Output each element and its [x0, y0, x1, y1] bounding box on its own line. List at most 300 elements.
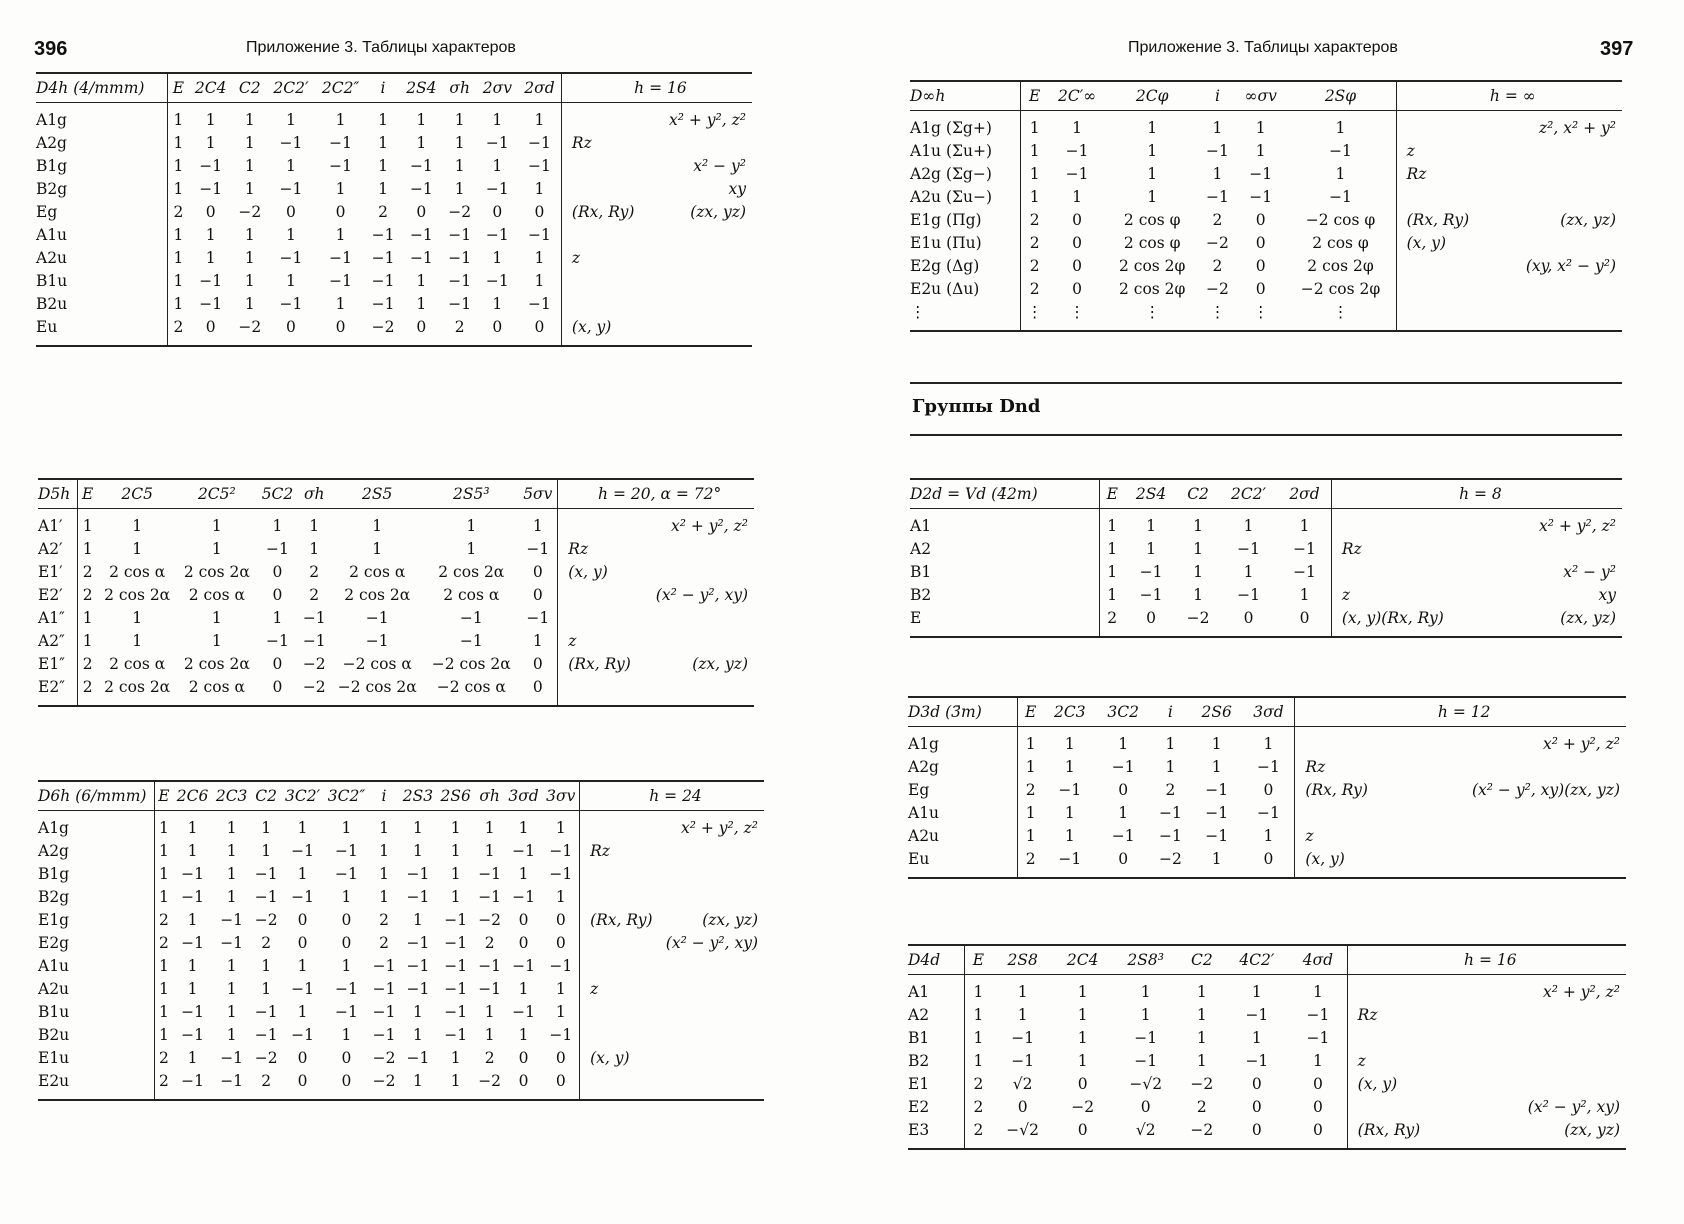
linear-function — [561, 155, 650, 178]
character-cell: 2 — [309, 563, 320, 581]
operation-header: 2σv — [477, 74, 518, 103]
quadratic-function — [1467, 1073, 1626, 1096]
character-cell: −1 — [406, 957, 430, 975]
character-cell: −1 — [372, 1026, 396, 1044]
operation-header: C2 — [251, 782, 281, 811]
table-d2d — [910, 478, 1622, 638]
character-cell: −1 — [478, 980, 502, 998]
header-row — [910, 82, 1622, 111]
linear-function — [561, 178, 650, 201]
character-cell: 2 cos α — [109, 655, 166, 673]
operation-header: 3C2 — [1097, 698, 1150, 727]
character-cell: −1 — [220, 1072, 244, 1090]
character-cell: −2 — [1158, 850, 1182, 868]
character-cell: 1 — [1263, 735, 1274, 753]
character-cell: 0 — [518, 934, 529, 952]
character-cell: −1 — [1111, 758, 1135, 776]
table-row — [38, 584, 754, 607]
character-cell: 0 — [1251, 1121, 1262, 1139]
character-cell: 1 — [309, 540, 320, 558]
operation-header: C2 — [233, 74, 267, 103]
table-row — [38, 509, 754, 539]
character-cell: 1 — [518, 980, 529, 998]
table-row — [908, 1119, 1626, 1148]
header-row — [908, 946, 1626, 975]
character-cell: 1 — [1064, 827, 1075, 845]
character-cell: 1 — [1243, 517, 1254, 535]
table-d6h — [38, 780, 764, 1101]
character-cell: −1 — [478, 865, 502, 883]
irrep-label: B2u — [36, 293, 168, 316]
character-cell: −1 — [291, 842, 314, 860]
irrep-label: A1u — [908, 802, 1018, 825]
operation-header: 3σd — [505, 782, 543, 811]
character-cell: −2 — [1186, 609, 1210, 627]
table-row — [38, 1070, 764, 1099]
character-cell: −1 — [266, 632, 289, 650]
character-cell: −2 cos φ — [1305, 211, 1376, 229]
character-cell: −1 — [409, 249, 433, 267]
character-cell: 1 — [261, 842, 272, 860]
irrep-label: E1g (Πg) — [910, 209, 1020, 232]
character-cell: 1 — [1255, 142, 1266, 160]
character-cell: 1 — [1107, 563, 1118, 581]
linear-function: z — [1295, 825, 1403, 848]
linear-function — [558, 676, 642, 705]
character-cell: 0 — [534, 203, 545, 221]
operation-header: E — [1018, 698, 1043, 727]
character-cell: 2 — [82, 563, 93, 581]
character-cell: 0 — [297, 911, 308, 929]
irrep-label: E2′ — [38, 584, 78, 607]
character-cell: −1 — [478, 957, 502, 975]
character-table — [908, 698, 1626, 877]
character-cell: 1 — [1077, 1006, 1088, 1024]
table-d4d — [908, 944, 1626, 1150]
character-cell: 2 — [973, 1098, 984, 1116]
quadratic-function: (x² − y², xy) — [655, 586, 748, 604]
character-cell: 1 — [492, 157, 503, 175]
table-row — [38, 811, 764, 841]
character-cell: −2 — [448, 203, 472, 221]
character-cell: ⋮ — [1252, 303, 1269, 321]
operation-header: 3σv — [542, 782, 579, 811]
character-cell: ⋮ — [1209, 303, 1226, 321]
character-cell: 1 — [159, 865, 169, 883]
quadratic-function — [659, 1024, 764, 1047]
linear-function: Rz — [1347, 1004, 1467, 1027]
quadratic-function — [1494, 301, 1622, 330]
character-cell: 0 — [492, 318, 503, 336]
linear-function: (x, y) — [561, 316, 650, 345]
table-row — [38, 1024, 764, 1047]
irrep-label: A1g — [908, 727, 1018, 757]
character-cell: −1 — [1249, 165, 1273, 183]
table-row — [38, 1001, 764, 1024]
character-cell: 1 — [379, 819, 389, 837]
operation-header: 2C3 — [1043, 698, 1096, 727]
table-row — [910, 278, 1622, 301]
character-cell: −1 — [329, 134, 352, 152]
character-cell: 1 — [173, 226, 184, 244]
character-cell: −1 — [371, 249, 395, 267]
table-row — [908, 1050, 1626, 1073]
character-cell: 0 — [205, 318, 216, 336]
character-cell: 1 — [555, 980, 566, 998]
quadratic-function — [1494, 186, 1622, 209]
operation-header: 2σd — [1278, 480, 1331, 509]
quadratic-function — [642, 676, 754, 705]
character-cell: −1 — [302, 609, 326, 627]
irrep-label: A2 — [910, 538, 1099, 561]
quadratic-function — [1403, 848, 1626, 877]
character-cell: 1 — [173, 180, 184, 198]
character-cell: 1 — [187, 1049, 198, 1067]
table-row — [910, 186, 1622, 209]
character-cell: 1 — [1193, 563, 1203, 581]
character-cell: 0 — [1312, 1098, 1323, 1116]
linear-function: Rz — [1331, 538, 1498, 561]
quadratic-function: (xy, x² − y²) — [1525, 257, 1616, 275]
character-cell: −1 — [1111, 827, 1135, 845]
table-row — [38, 886, 764, 909]
table-row — [910, 163, 1622, 186]
character-cell: 1 — [211, 632, 222, 650]
character-cell: −1 — [444, 957, 468, 975]
linear-function — [1396, 301, 1494, 330]
character-cell: 1 — [973, 983, 984, 1001]
character-cell: 1 — [159, 980, 169, 998]
operation-header: 4C2′ — [1225, 946, 1290, 975]
character-cell: −1 — [1134, 1029, 1158, 1047]
character-cell: 1 — [82, 609, 93, 627]
character-cell: 0 — [1017, 1098, 1028, 1116]
character-cell: 2 — [82, 678, 93, 696]
quadratic-function: x² + y², z² — [1542, 983, 1620, 1001]
character-cell: 1 — [226, 1003, 237, 1021]
character-cell: 1 — [244, 249, 255, 267]
character-cell: 2 — [1212, 257, 1223, 275]
character-cell: 1 — [341, 1026, 352, 1044]
character-cell: −1 — [1329, 142, 1352, 160]
irrep-label: B2g — [36, 178, 168, 201]
irrep-label: E2g — [38, 932, 154, 955]
group-symbol: D2d = Vd (4̄2m) — [910, 480, 1099, 509]
character-cell: 1 — [1251, 1029, 1262, 1047]
character-cell: 1 — [226, 819, 237, 837]
operation-header: 2Cφ — [1106, 82, 1199, 111]
character-cell: −2 — [1206, 280, 1229, 298]
character-cell: 1 — [1147, 142, 1158, 160]
character-cell: 1 — [1017, 1006, 1028, 1024]
character-cell: 0 — [518, 1072, 529, 1090]
irrep-label: A1 — [910, 509, 1099, 539]
character-cell: 2 cos 2α — [183, 655, 250, 673]
character-cell: 1 — [1211, 758, 1222, 776]
linear-function: z — [1347, 1050, 1467, 1073]
character-cell: −1 — [528, 134, 551, 152]
character-cell: 1 — [132, 609, 143, 627]
quadratic-function — [1403, 825, 1626, 848]
quadratic-function: (x² − y², xy)(zx, yz) — [1472, 781, 1620, 799]
character-cell: 1 — [454, 134, 465, 152]
character-cell: −1 — [266, 540, 289, 558]
irrep-label: E2g (Δg) — [910, 255, 1020, 278]
character-cell: 1 — [518, 1026, 529, 1044]
character-cell: 1 — [226, 957, 237, 975]
character-cell: 1 — [492, 295, 503, 313]
character-cell: 1 — [211, 609, 222, 627]
irrep-label: A1u (Σu+) — [910, 140, 1020, 163]
linear-function — [561, 270, 650, 293]
linear-function: z — [558, 630, 642, 653]
character-cell: 1 — [1147, 165, 1158, 183]
character-cell: 0 — [297, 1072, 308, 1090]
table-row — [908, 848, 1626, 877]
section-title: Группы Dnd — [912, 396, 1041, 417]
character-cell: 1 — [492, 111, 503, 129]
table-row — [38, 630, 754, 653]
character-cell: 1 — [173, 295, 184, 313]
linear-function: z — [561, 247, 650, 270]
character-cell: 0 — [518, 1049, 529, 1067]
irrep-label: B2g — [38, 886, 154, 909]
character-cell: 1 — [1335, 165, 1346, 183]
irrep-label: E1 — [908, 1073, 964, 1096]
character-cell: −1 — [254, 1026, 278, 1044]
character-cell: 1 — [1025, 804, 1036, 822]
character-cell: 1 — [1243, 563, 1254, 581]
table-row — [908, 802, 1626, 825]
character-cell: 0 — [1243, 609, 1254, 627]
character-cell: 1 — [1212, 165, 1223, 183]
linear-function: (x, y)(Rx, Ry) — [1331, 607, 1498, 636]
character-cell: −1 — [365, 609, 389, 627]
operation-header: 2C4 — [1053, 946, 1112, 975]
character-cell: 2 — [379, 911, 389, 929]
linear-function — [580, 1070, 659, 1099]
table-row — [38, 932, 764, 955]
character-cell: −1 — [526, 609, 550, 627]
table-row — [910, 584, 1622, 607]
character-cell: 1 — [492, 249, 503, 267]
irrep-label: A1u — [38, 955, 154, 978]
quadratic-function — [1403, 756, 1626, 779]
linear-function: (x, y) — [558, 561, 642, 584]
character-cell: 1 — [1025, 735, 1036, 753]
operation-header: i — [369, 782, 399, 811]
character-cell: −1 — [254, 1003, 278, 1021]
character-cell: 0 — [532, 655, 543, 673]
character-cell: 2 cos φ — [1123, 234, 1181, 252]
character-cell: −1 — [181, 1003, 204, 1021]
character-cell: 1 — [518, 865, 529, 883]
character-cell: 1 — [1029, 165, 1040, 183]
irrep-label: A2g — [36, 132, 168, 155]
character-cell: 2 — [173, 318, 184, 336]
linear-function — [1295, 802, 1403, 825]
character-cell: 2 — [1029, 257, 1040, 275]
group-order: h = 8 — [1331, 480, 1622, 509]
linear-function: (x, y) — [1396, 232, 1494, 255]
character-cell: 2 — [1212, 211, 1223, 229]
irrep-label: B1g — [38, 863, 154, 886]
character-cell: 2 — [82, 586, 93, 604]
irrep-label: A1″ — [38, 607, 78, 630]
operation-header: 3C2″ — [324, 782, 369, 811]
linear-function — [1396, 255, 1494, 278]
table-row — [910, 301, 1622, 330]
irrep-label: E1u — [38, 1047, 154, 1070]
character-cell: 0 — [341, 934, 352, 952]
character-cell: 1 — [132, 632, 143, 650]
linear-function: Rz — [558, 538, 642, 561]
irrep-label: E2u (Δu) — [910, 278, 1020, 301]
operation-header: σh — [443, 74, 477, 103]
character-cell: −1 — [478, 888, 502, 906]
quadratic-function — [659, 978, 764, 1001]
character-cell: −1 — [1293, 540, 1316, 558]
character-cell: −1 — [444, 980, 468, 998]
character-cell: −1 — [528, 226, 551, 244]
character-cell: 1 — [173, 134, 184, 152]
character-cell: 2 cos 2α — [104, 678, 171, 696]
character-cell: 1 — [297, 957, 308, 975]
operation-header: 2S6 — [1191, 698, 1243, 727]
quadratic-function: xy — [1598, 586, 1616, 604]
character-cell: −1 — [1306, 1029, 1330, 1047]
table-d5h — [38, 478, 754, 707]
linear-function — [1295, 727, 1403, 757]
irrep-label: A2g — [38, 840, 154, 863]
operation-header: 2C2′ — [267, 74, 315, 103]
character-cell: 1 — [973, 1006, 984, 1024]
character-cell: −1 — [485, 226, 509, 244]
character-cell: 0 — [1255, 257, 1266, 275]
irrep-label: A2u — [908, 825, 1018, 848]
character-cell: 0 — [534, 318, 545, 336]
character-cell: −1 — [444, 1026, 468, 1044]
character-cell: 1 — [1312, 1052, 1323, 1070]
group-order: h = ∞ — [1396, 82, 1622, 111]
character-cell: −1 — [1058, 781, 1082, 799]
character-cell: −1 — [181, 934, 204, 952]
linear-function — [558, 607, 642, 630]
character-cell: −1 — [1205, 781, 1229, 799]
character-cell: −1 — [512, 842, 535, 860]
irrep-label: Eg — [36, 201, 168, 224]
character-cell: 1 — [1072, 188, 1082, 206]
character-cell: 1 — [1029, 188, 1040, 206]
character-cell: −1 — [459, 609, 483, 627]
character-cell: −1 — [1257, 804, 1280, 822]
character-cell: −1 — [181, 865, 204, 883]
character-cell: −1 — [1011, 1052, 1035, 1070]
character-cell: 1 — [450, 1049, 461, 1067]
character-cell: −1 — [526, 540, 550, 558]
character-cell: 1 — [1211, 735, 1222, 753]
irrep-label: E3 — [908, 1119, 964, 1148]
group-symbol: D6h (6/mmm) — [38, 782, 154, 811]
linear-function: (Rx, Ry) — [1295, 779, 1403, 802]
quadratic-function — [1467, 1004, 1626, 1027]
character-cell: 1 — [378, 180, 388, 198]
character-cell: 1 — [1072, 119, 1082, 137]
operation-header: 2Sφ — [1285, 82, 1396, 111]
quadratic-function — [659, 840, 764, 863]
table-row — [36, 201, 752, 224]
character-cell: 1 — [1299, 517, 1310, 535]
character-cell: −1 — [1139, 586, 1163, 604]
character-cell: 1 — [378, 157, 388, 175]
table-row — [38, 653, 754, 676]
irrep-label: E2u — [38, 1070, 154, 1099]
irrep-label: B1g — [36, 155, 168, 178]
group-order: h = 24 — [580, 782, 764, 811]
linear-function — [580, 863, 659, 886]
character-cell: −1 — [371, 272, 395, 290]
operation-header: E — [168, 74, 189, 103]
character-cell: −1 — [406, 865, 430, 883]
linear-function — [1396, 111, 1494, 141]
quadratic-function: xy — [728, 180, 746, 198]
linear-function: Rz — [1295, 756, 1403, 779]
character-cell: −1 — [549, 1026, 573, 1044]
table-row — [38, 840, 764, 863]
character-cell: 0 — [297, 934, 308, 952]
character-cell: 0 — [492, 203, 503, 221]
character-cell: 1 — [211, 517, 222, 535]
character-cell: 1 — [1107, 517, 1118, 535]
character-cell: 0 — [272, 678, 283, 696]
character-cell: −1 — [254, 888, 278, 906]
operation-header: 2C5 — [97, 480, 177, 509]
character-cell: 1 — [378, 111, 388, 129]
linear-function: Rz — [561, 132, 650, 155]
operation-header: ∞σv — [1236, 82, 1285, 111]
character-cell: 2 — [1029, 234, 1040, 252]
table-row — [910, 538, 1622, 561]
character-cell: 1 — [532, 517, 543, 535]
character-cell: 1 — [1029, 119, 1040, 137]
character-cell: −2 — [478, 911, 502, 929]
quadratic-function: x² + y², z² — [1538, 517, 1616, 535]
irrep-label: A2g (Σg−) — [910, 163, 1020, 186]
character-cell: 1 — [1077, 983, 1088, 1001]
character-cell: −1 — [485, 180, 509, 198]
quadratic-function: x² + y², z² — [680, 819, 758, 837]
character-cell: −2 — [478, 1072, 502, 1090]
character-cell: 0 — [518, 911, 529, 929]
character-cell: 0 — [1072, 234, 1082, 252]
character-cell: 1 — [205, 249, 216, 267]
character-cell: 1 — [973, 1052, 984, 1070]
quadratic-function — [651, 316, 752, 345]
section-heading — [910, 382, 1622, 436]
character-cell: 2 — [1029, 211, 1040, 229]
character-cell: 0 — [335, 203, 346, 221]
table-row — [38, 676, 754, 705]
irrep-label: A2u — [36, 247, 168, 270]
character-cell: 0 — [532, 586, 543, 604]
irrep-label: B1u — [38, 1001, 154, 1024]
character-cell: 0 — [1072, 211, 1082, 229]
character-cell: −1 — [181, 1026, 204, 1044]
irrep-label: A2″ — [38, 630, 78, 653]
character-cell: −1 — [329, 157, 352, 175]
operation-header: E — [78, 480, 98, 509]
quadratic-function: x² + y², z² — [670, 517, 748, 535]
